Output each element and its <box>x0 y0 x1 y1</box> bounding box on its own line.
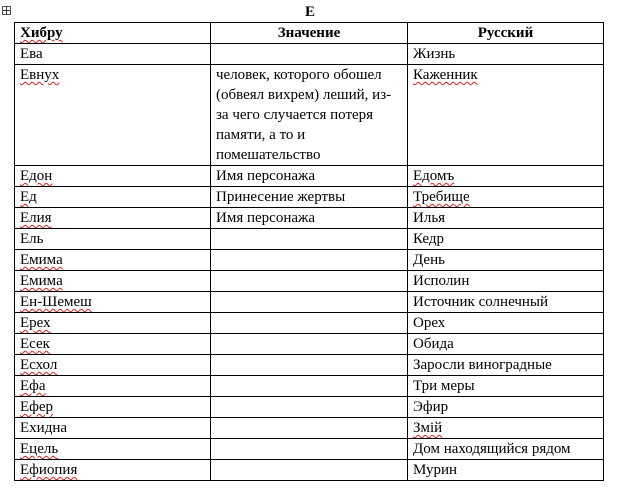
cell-hebrew: Емима <box>15 250 211 271</box>
cell-russian: Источник солнечный <box>408 292 604 313</box>
cell-russian: Обида <box>408 334 604 355</box>
table-row <box>15 439 604 460</box>
cell-russian: Жизнь <box>408 44 604 65</box>
cell-meaning: Имя персонажа <box>211 166 408 187</box>
cell-hebrew: Ерех <box>15 313 211 334</box>
cell-russian: Дом находящийся рядом <box>408 439 604 460</box>
header-meaning: Значение <box>211 23 408 44</box>
table-row <box>15 313 604 334</box>
table-row <box>15 187 604 208</box>
cell-hebrew: Ефер <box>15 397 211 418</box>
cell-hebrew: Ефиопия <box>15 460 211 481</box>
cell-hebrew: Ецель <box>15 439 211 460</box>
cell-russian: Исполин <box>408 271 604 292</box>
cell-meaning <box>211 292 408 313</box>
cell-russian: Каженник <box>408 65 604 166</box>
cell-hebrew: Ева <box>15 44 211 65</box>
cell-meaning <box>211 397 408 418</box>
dictionary-table <box>14 22 604 481</box>
cell-russian: Эфир <box>408 397 604 418</box>
table-row <box>15 397 604 418</box>
cell-hebrew: Ед <box>15 187 211 208</box>
cell-meaning <box>211 334 408 355</box>
cell-meaning <box>211 313 408 334</box>
table-row <box>15 355 604 376</box>
cell-hebrew: Ефа <box>15 376 211 397</box>
cell-russian: Змій <box>408 418 604 439</box>
cell-hebrew: Есек <box>15 334 211 355</box>
cell-russian: Орех <box>408 313 604 334</box>
table-row <box>15 65 604 166</box>
cell-meaning: Принесение жертвы <box>211 187 408 208</box>
cell-russian: Мурин <box>408 460 604 481</box>
table-row <box>15 44 604 65</box>
cell-meaning <box>211 418 408 439</box>
cell-meaning <box>211 439 408 460</box>
cell-meaning <box>211 250 408 271</box>
table-row <box>15 460 604 481</box>
table-row <box>15 229 604 250</box>
header-hebrew: Хибру <box>15 23 211 44</box>
table-row <box>15 292 604 313</box>
page-title: Е <box>304 4 315 20</box>
cell-hebrew: Есхол <box>15 355 211 376</box>
cell-hebrew: Ехидна <box>15 418 211 439</box>
cell-hebrew: Евнух <box>15 65 211 166</box>
cell-meaning <box>211 229 408 250</box>
cell-meaning: Имя персонажа <box>211 208 408 229</box>
cell-hebrew: Ель <box>15 229 211 250</box>
header-russian: Русский <box>408 23 604 44</box>
cell-russian: Три меры <box>408 376 604 397</box>
table-header-row <box>15 23 604 44</box>
table-row <box>15 376 604 397</box>
table-row <box>15 166 604 187</box>
cell-russian: День <box>408 250 604 271</box>
table-row <box>15 208 604 229</box>
cell-hebrew: Ен-Шемеш <box>15 292 211 313</box>
cell-meaning <box>211 460 408 481</box>
cell-meaning <box>211 376 408 397</box>
cell-hebrew: Едон <box>15 166 211 187</box>
table-row <box>15 271 604 292</box>
cell-meaning: человек, которого обошел (обвеял вихрем) леший, из-за чего случается потеря памяти, а то и помешательство <box>211 65 408 166</box>
cell-hebrew: Емима <box>15 271 211 292</box>
cell-meaning <box>211 44 408 65</box>
cell-meaning <box>211 271 408 292</box>
table-row <box>15 250 604 271</box>
table-row <box>15 418 604 439</box>
cell-russian: Илья <box>408 208 604 229</box>
cell-hebrew: Елия <box>15 208 211 229</box>
cell-russian: Едомъ <box>408 166 604 187</box>
cell-meaning <box>211 355 408 376</box>
cell-russian: Кедр <box>408 229 604 250</box>
table-row <box>15 334 604 355</box>
cell-russian: Заросли виноградные <box>408 355 604 376</box>
cell-russian: Требище <box>408 187 604 208</box>
